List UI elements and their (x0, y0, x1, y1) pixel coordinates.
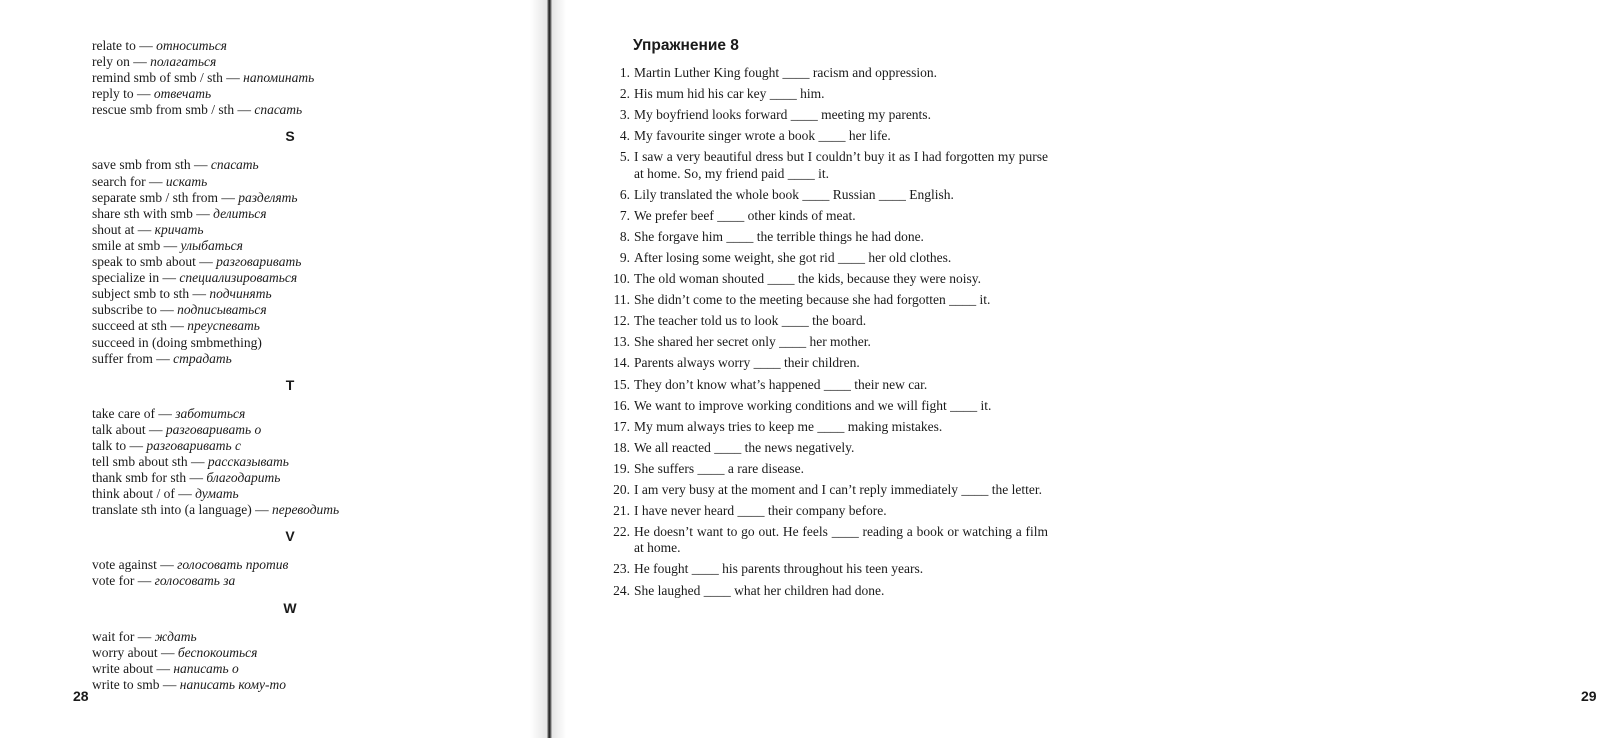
vocab-entry (92, 661, 532, 677)
exercise-question (600, 355, 1048, 371)
english-phrase: smile at smb — (92, 237, 181, 253)
vocab-entry (92, 270, 532, 286)
russian-translation: напоминать (243, 70, 315, 86)
russian-translation: ждать (154, 628, 197, 644)
exercise-question (600, 107, 1048, 123)
russian-translation: благодарить (206, 470, 281, 486)
russian-translation: искать (165, 173, 208, 189)
english-phrase: rely on — (92, 54, 151, 70)
exercise-question (600, 561, 1048, 577)
russian-translation: кричать (154, 221, 204, 237)
question-number: 11. (613, 292, 630, 308)
question-text: I have never heard ____ their company before. (634, 503, 887, 519)
english-phrase: thank smb for sth — (92, 470, 207, 486)
english-phrase: take care of — (92, 405, 176, 421)
english-phrase: specialize in — (92, 270, 180, 286)
vocab-entry (92, 86, 532, 102)
spine-shadow-left (530, 0, 547, 738)
english-phrase: vote for — (92, 573, 155, 589)
russian-translation: относиться (156, 38, 227, 53)
exercise-question (600, 334, 1048, 350)
russian-translation: написать о (173, 660, 239, 676)
exercise-question (600, 149, 1048, 181)
vocab-entry (92, 206, 532, 222)
question-text: I saw a very beautiful dress but I couldn’t buy it as I had forgotten my purse at home. So, my friend paid ____ it. (634, 149, 1048, 181)
exercise-question (600, 313, 1048, 329)
vocab-entry (92, 486, 532, 502)
question-number: 5. (619, 149, 630, 165)
russian-translation: спасать (254, 102, 303, 118)
english-phrase: separate smb / sth from — (92, 189, 239, 205)
english-phrase: succeed in (doing smbmething) (92, 334, 262, 350)
exercise-question (600, 482, 1048, 498)
vocabulary-list (92, 38, 532, 693)
question-text: She forgave him ____ the terrible things he had done. (634, 228, 924, 244)
vocab-entry (92, 70, 532, 86)
vocab-entry (92, 502, 532, 518)
english-phrase: remind smb of smb / sth — (92, 70, 244, 86)
exercise-question (600, 503, 1048, 519)
exercise-question (600, 229, 1048, 245)
russian-translation: думать (195, 486, 239, 502)
vocab-entry (92, 470, 532, 486)
russian-translation: переводить (271, 502, 340, 518)
left-page (0, 0, 548, 738)
question-number: 21. (613, 503, 630, 519)
vocab-entry (92, 286, 532, 302)
question-number: 22. (613, 524, 630, 540)
english-phrase: speak to smb about — (92, 254, 217, 270)
question-text: He fought ____ his parents throughout his teen years. (634, 561, 924, 577)
english-phrase: wait for — (92, 628, 155, 644)
vocab-entry (92, 302, 532, 318)
vocab-entry (92, 645, 532, 661)
question-text: His mum hid his car key ____ him. (634, 86, 825, 102)
vocab-entry (92, 629, 532, 645)
question-number: 14. (613, 355, 630, 371)
letter-heading: V (285, 528, 295, 545)
vocab-entry (92, 157, 532, 173)
english-phrase: save smb from sth — (92, 157, 211, 173)
vocab-entry (92, 38, 532, 54)
question-text: She didn’t come to the meeting because she had forgotten ____ it. (634, 292, 991, 308)
vocab-entry (92, 422, 532, 438)
exercise-question (600, 65, 1048, 81)
russian-translation: страдать (173, 350, 232, 366)
question-text: My favourite singer wrote a book ____ her life. (634, 128, 891, 144)
exercise-question (600, 419, 1048, 435)
page-number-left: 28 (73, 688, 89, 704)
exercise-question (600, 187, 1048, 203)
page-number-right: 29 (1581, 688, 1597, 704)
english-phrase: succeed at sth — (92, 318, 188, 334)
vocab-entry (92, 318, 532, 334)
russian-translation: беспокоиться (177, 644, 258, 660)
vocab-entry (92, 454, 532, 470)
question-number: 4. (619, 128, 630, 144)
vocab-entry (92, 190, 532, 206)
exercise-question (600, 461, 1048, 477)
vocab-entry (92, 438, 532, 454)
russian-translation: голосовать за (154, 573, 236, 589)
vocab-entry (92, 573, 532, 589)
question-text: After losing some weight, she got rid ____ her old clothes. (634, 249, 952, 265)
exercise-title: Упражнение 8 (633, 37, 739, 54)
russian-translation: улыбаться (180, 237, 243, 253)
english-phrase: relate to — (92, 38, 157, 53)
question-text: The teacher told us to look ____ the board. (634, 313, 867, 329)
question-number: 17. (613, 418, 630, 434)
english-phrase: suffer from — (92, 350, 174, 366)
russian-translation: подписываться (177, 302, 267, 318)
question-text: Parents always worry ____ their children. (634, 355, 860, 371)
english-phrase: translate sth into (a language) — (92, 502, 272, 518)
vocab-entry (92, 222, 532, 238)
english-phrase: shout at — (92, 221, 155, 237)
english-phrase: vote against — (92, 557, 178, 573)
english-phrase: rescue smb from smb / sth — (92, 102, 255, 118)
russian-translation: разговаривать о (165, 421, 262, 437)
vocab-entry (92, 238, 532, 254)
vocab-entry (92, 677, 532, 693)
russian-translation: отвечать (153, 86, 212, 102)
letter-heading: T (285, 376, 295, 393)
question-text: We prefer beef ____ other kinds of meat. (634, 207, 856, 223)
question-text: She suffers ____ a rare disease. (634, 460, 804, 476)
vocab-entry (92, 102, 532, 118)
english-phrase: write about — (92, 660, 174, 676)
question-number: 15. (613, 376, 630, 392)
exercise-question (600, 292, 1048, 308)
question-text: We want to improve working conditions and we will fight ____ it. (634, 397, 992, 413)
english-phrase: share sth with smb — (92, 205, 214, 221)
english-phrase: search for — (92, 173, 166, 189)
russian-translation: голосовать против (177, 557, 289, 573)
russian-translation: делиться (213, 205, 267, 221)
question-text: The old woman shouted ____ the kids, because they were noisy. (634, 271, 982, 287)
english-phrase: worry about — (92, 644, 178, 660)
question-number: 2. (619, 86, 630, 102)
exercise-question (600, 440, 1048, 456)
question-number: 10. (613, 271, 630, 287)
exercise-question (600, 377, 1048, 393)
question-number: 24. (613, 582, 630, 598)
vocab-entry (92, 254, 532, 270)
english-phrase: subscribe to — (92, 302, 178, 318)
russian-translation: разговаривать (216, 254, 302, 270)
question-text: He doesn’t want to go out. He feels ____ reading a book or watching a film at home. (634, 524, 1048, 556)
question-number: 23. (613, 561, 630, 577)
exercise-question (600, 398, 1048, 414)
question-number: 20. (613, 481, 630, 497)
russian-translation: рассказывать (207, 453, 289, 469)
english-phrase: think about / of — (92, 486, 196, 502)
english-phrase: talk about — (92, 421, 166, 437)
letter-heading: W (283, 599, 297, 616)
question-text: We all reacted ____ the news negatively. (634, 439, 855, 455)
question-number: 7. (619, 207, 630, 223)
question-number: 12. (613, 313, 630, 329)
english-phrase: reply to — (92, 86, 154, 102)
vocab-entry (92, 54, 532, 70)
russian-translation: специализироваться (179, 270, 298, 286)
question-number: 19. (613, 460, 630, 476)
exercise-question (600, 250, 1048, 266)
question-number: 6. (619, 186, 630, 202)
vocab-entry (92, 335, 532, 351)
russian-translation: написать кому-то (179, 676, 286, 692)
russian-translation: подчинять (209, 286, 272, 302)
question-text: They don’t know what’s happened ____ their new car. (634, 376, 928, 392)
question-text: Lily translated the whole book ____ Russian ____ English. (634, 186, 954, 202)
russian-translation: полагаться (150, 54, 217, 70)
vocab-entry (92, 174, 532, 190)
english-phrase: subject smb to sth — (92, 286, 210, 302)
question-text: I am very busy at the moment and I can’t reply immediately ____ the letter. (634, 481, 1043, 497)
question-text: She laughed ____ what her children had done. (634, 582, 885, 598)
question-text: She shared her secret only ____ her mother. (634, 334, 871, 350)
vocab-entry (92, 406, 532, 422)
exercise-question (600, 271, 1048, 287)
exercise-questions (600, 65, 1048, 599)
letter-heading: S (285, 128, 295, 145)
russian-translation: разговаривать с (146, 437, 241, 453)
english-phrase: tell smb about sth — (92, 453, 208, 469)
english-phrase: write to smb — (92, 676, 180, 692)
russian-translation: заботиться (175, 405, 246, 421)
russian-translation: преуспевать (187, 318, 260, 334)
exercise-question (600, 208, 1048, 224)
exercise-block (600, 36, 1048, 604)
question-number: 13. (613, 334, 630, 350)
question-text: My boyfriend looks forward ____ meeting my parents. (634, 107, 931, 123)
exercise-question (600, 128, 1048, 144)
question-number: 3. (619, 107, 630, 123)
question-text: Martin Luther King fought ____ racism and oppression. (634, 65, 937, 80)
english-phrase: talk to — (92, 437, 147, 453)
russian-translation: спасать (210, 157, 259, 173)
vocab-entry (92, 557, 532, 573)
question-number: 18. (613, 439, 630, 455)
question-number: 8. (619, 228, 630, 244)
russian-translation: разделять (238, 189, 298, 205)
question-number: 9. (619, 249, 630, 265)
exercise-question (600, 583, 1048, 599)
exercise-question (600, 524, 1048, 556)
question-text: My mum always tries to keep me ____ making mistakes. (634, 418, 943, 434)
question-number: 1. (619, 65, 630, 80)
exercise-question (600, 86, 1048, 102)
question-number: 16. (613, 397, 630, 413)
vocab-entry (92, 351, 532, 367)
